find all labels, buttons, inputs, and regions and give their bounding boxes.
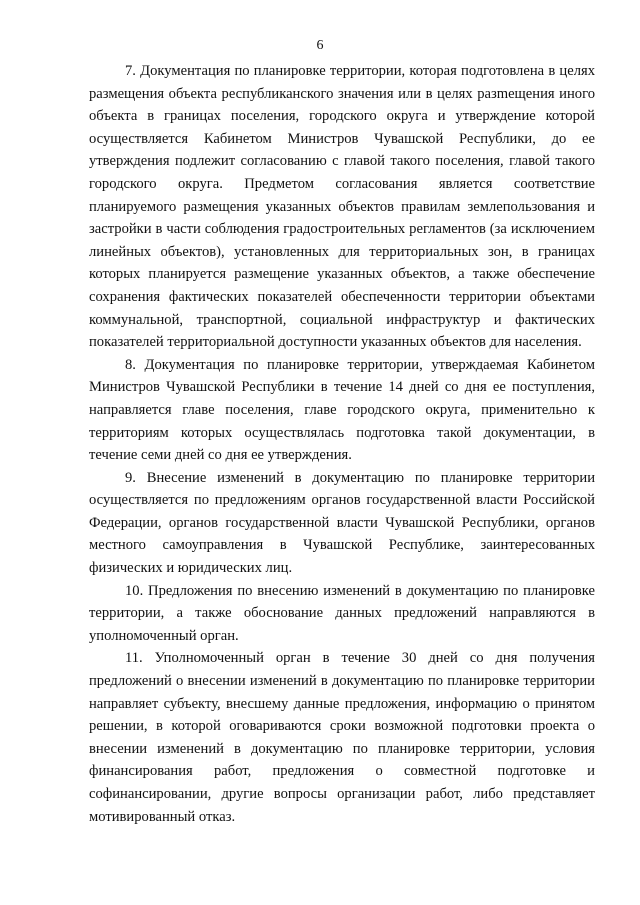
paragraph-9: 9. Внесение изменений в документацию по планировке территории осуществляется по предложениям органов государственной власти Российской Федерации, органов государственной власти Чувашской Республики, органов местного самоуправления в Чувашской Республике, заинтересованных физических и юридических лиц. bbox=[89, 469, 595, 577]
paragraph-11: 11. Уполномоченный орган в течение 30 дней со дня получения предложений о внесении изменений в документацию по планировке территории направляет субъекту, внесшему данные предложения, информацию о принятом решении, в которой оговариваются сроки возможной подготовки проекта о внесении изменений в документацию по планировке территории, условия финансирования работ, предложения о совместной подготовке и софинансировании, другие вопросы организации работ, либо представляет мотивированный отказ. bbox=[89, 650, 595, 825]
document-body bbox=[89, 60, 595, 828]
paragraph-7: 7. Документация по планировке территории, которая подготовлена в целях размещения объекта республиканского значения или в целях разmещения иного объекта в границах поселения, городского округа и утверждение которой осуществляется Кабинетом Министров Чувашской Республики, до ее утверждения подлежит согласованию с главой такого поселения, главой такого городского округа. Предметом согласования является соответствие планируемого размещения указанных объектов правилам землепользования и застройки в части соблюдения градостроительных регламентов (за исключением линейных объектов), установленных для территориальных зон, в границах которых планируется размещение указанных объектов, а также обеспечение сохранения фактических показателей обеспеченности территории объектами коммунальной, транспортной, социальной инфраструктур и фактических показателей территориальной доступности указанных объектов для населения. bbox=[89, 63, 595, 351]
paragraph-8: 8. Документация по планировке территории, утверждаемая Кабинетом Министров Чувашской Республики в течение 14 дней со дня ее поступления, направляется главе поселения, главе городского округа, применительно к территориям которых осуществлялась подготовка такой документации, в течение семи дней со дня ее утверждения. bbox=[89, 356, 595, 464]
page-number: 6 bbox=[316, 38, 324, 53]
paragraph-10: 10. Предложения по внесению изменений в документацию по планировке территории, а также обоснование данных предложений направляются в уполномоченный орган. bbox=[89, 582, 595, 644]
